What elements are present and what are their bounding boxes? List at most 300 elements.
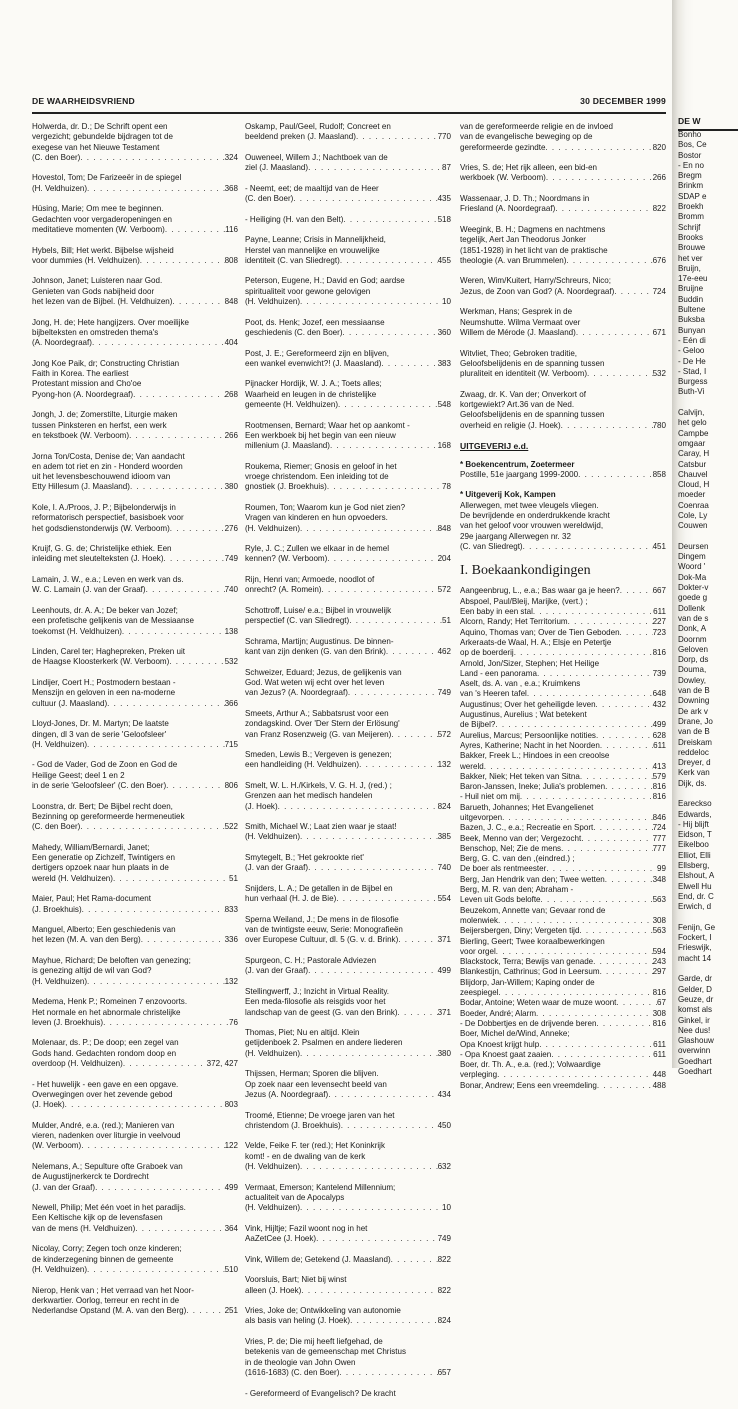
leader-dots [300,1203,442,1213]
entry-final-line [32,699,238,709]
entry-line: Hüsing, Marie; Om mee te beginnen. [32,204,164,214]
entry-line: Lindijer, Coert H.; Postmodern bestaan - [32,678,176,688]
page-number: 822 [437,1285,451,1295]
index-entry [32,1286,238,1317]
entry-text: perspectief (C. van Sliedregt) [245,616,350,626]
leader-dots [348,688,438,698]
entry-final-line [245,554,451,564]
leader-dots [514,648,653,658]
fragment-line: Buth-Vi [678,387,705,397]
entry-text: leven (J. Broekhuis) [32,1017,104,1027]
leader-dots [600,967,653,977]
page-number: 366 [224,698,238,708]
fragment-line: Caray, H [678,449,710,459]
index-entry [245,1183,451,1214]
entry-final-line [32,431,238,441]
leader-dots [308,863,438,873]
page-number: 816 [652,648,666,658]
entry-line: Jong Koe Paik, dr; Constructing Christian [32,358,180,368]
entry-text: uitgevorpen [460,813,503,822]
entry-text: van de mens (H. Veldhuizen) [32,1223,136,1233]
leader-dots [328,1090,437,1100]
page-number: 611 [653,607,666,617]
entry-final-line [245,1162,451,1172]
index-entry [460,163,666,184]
entry-text: (H. Veldhuizen) [32,739,88,749]
leader-dots [113,874,229,884]
page-number: 87 [442,163,451,173]
page-number: 749 [437,688,451,698]
entry-final-line [460,173,666,183]
leader-dots [300,297,442,307]
entry-final-line [32,1265,238,1275]
entry-final-line [32,740,238,750]
page-number: 308 [652,1008,666,1018]
leader-dots [579,926,652,936]
entry-line: Holwerda, dr. D.; De Schrift opent een [32,122,168,131]
index-entry [245,575,451,596]
page-number: 51 [229,873,238,883]
index-entry [460,700,666,710]
index-entry [460,1070,666,1080]
entry-text: wereld (H. Veldhuizen) [32,873,113,883]
leader-dots [130,482,225,492]
index-entry [460,957,666,967]
entry-final-line [32,225,238,235]
page-number: 510 [224,1264,238,1274]
page-number: 268 [224,389,238,399]
page-number: 168 [437,441,451,451]
page-number: 532 [224,657,238,667]
index-entry [245,1389,451,1399]
entry-line: Weegink, B. H.; Dagmens en nachtmens [460,224,606,234]
entry-line: Johnson, Janet; Luisteren naar God. [32,276,163,286]
index-entry [460,607,666,617]
page-number: 380 [224,482,238,492]
entry-line: Peterson, Eugene, H.; David en God; aardse [245,276,405,286]
leader-dots [498,916,653,926]
index-entry [32,359,238,400]
entry-line: Overwegingen over het zevende gebod [32,1089,173,1099]
entry-line: Wassenaar, J. D. Th.; Noordmans in [460,194,590,204]
index-entry [460,916,666,926]
entry-text: werkboek (W. Verboom) [460,173,546,183]
entry-line: Blijdorp, Jan-Willem; Kaping onder de [460,977,595,987]
index-entry [32,678,238,709]
entry-text: Willem de Mérode (J. Maasland) [460,327,576,337]
entry-final-line [460,947,666,957]
page-number: 548 [437,400,451,410]
index-entry [460,669,666,679]
index-entry [460,460,666,481]
entry-text: Benschop, Nel; Zie de mens [460,843,562,853]
page-number: 671 [652,327,666,337]
entry-line: Boer, Michel de/Wind, Anneke; [460,1029,570,1039]
leader-dots [321,585,437,595]
entry-line: Thijssen, Herman; Sporen die blijven. [245,1069,379,1079]
leader-dots [87,740,225,750]
entry-line: dingen, dl 3 van de serie 'Geloofsleer' [32,729,167,739]
fragment-gap [678,964,738,974]
index-entry [245,709,451,740]
index-entry [245,668,451,699]
entry-final-line [245,730,451,740]
entry-text: (A. Noordegraaf) [32,338,92,348]
index-entry [460,978,666,988]
page-number: 499 [437,966,451,976]
leader-dots [140,256,225,266]
leader-dots [103,1018,229,1028]
entry-line: Pijnacker Hordijk, W. J. A.; Toets alles; [245,379,382,389]
index-entry [245,1111,451,1132]
entry-text: van 's Heeren tafel [460,689,527,699]
leader-dots [169,657,224,667]
fragment-line: Brouwe [678,243,706,253]
index-entry [460,937,666,947]
index-entry [460,741,666,751]
index-entry [460,813,666,823]
page-number: 132 [437,760,451,770]
entry-text: (H. Veldhuizen) [32,1264,88,1274]
fragment-line: Campbe [678,428,709,438]
entry-final-line [460,782,666,792]
leader-dots [338,400,438,410]
leader-dots [87,184,225,194]
page-number: 723 [652,627,666,637]
fragment-gap [678,398,738,408]
leader-dots [278,802,438,812]
fragment-line: Brooks [678,232,704,242]
leader-dots [566,256,652,266]
entry-final-line [245,328,451,338]
entry-final-line [460,256,666,266]
entry-line: Een generatie op Zichzelf, Twintigers en [32,853,175,863]
entry-text: van Franz Rosenzweig (G. van Meijeren) [245,729,392,739]
fragment-line: Couwen [678,521,708,531]
leader-dots [391,730,437,740]
entry-text: een handleiding (H. Veldhuizen) [245,760,360,770]
entry-line: actualiteit van de Apocalyps [245,1192,345,1202]
leader-dots [580,772,653,782]
page-number: 99 [657,864,666,874]
entry-line: Op zoek naar een levensecht beeld van [245,1079,387,1089]
entry-line: Ryle, J. C.; Zullen we elkaar in de hemel [245,544,390,554]
index-entry [460,864,666,874]
index-entry [245,235,451,266]
index-entry [32,173,238,194]
index-entry [460,710,666,720]
entry-final-line [460,823,666,833]
index-entry [245,822,451,843]
entry-line: Medema, Henk P.; Romeinen 7 enzovoorts. [32,997,188,1007]
entry-final-line [32,524,238,534]
leader-dots [339,1368,437,1378]
entry-line: derkwartier. Oorlog, terreur en recht in de [32,1295,180,1305]
entry-line: Payne, Leanne; Crisis in Mannelijkheid, [245,235,386,245]
entry-line: Nicolay, Corry; Zegen toch onze kinderen; [32,1244,182,1254]
entry-final-line [460,689,666,699]
entry-text: over Europese Cultuur, dl. 5 (G. v. d. Brink) [245,935,399,945]
fragment-line: Drane, Jo [678,716,713,726]
page-number: 820 [652,142,666,152]
page-number: 676 [652,255,666,265]
publisher-name: * Uitgeverij Kok, Kampen [460,490,556,500]
entry-text: Bazen, J. C., e.a.; Recreatie en Sport [460,823,594,833]
leader-dots [545,143,652,153]
leader-dots [146,585,225,595]
leader-dots [398,1008,438,1018]
entry-final-line [460,926,666,936]
leader-dots [341,1121,438,1131]
leader-dots [537,669,653,679]
leader-dots [172,297,224,307]
entry-final-line [460,720,666,730]
index-entry [460,276,666,297]
entry-line: Hovestol, Tom; De Farizeeër in de spiegel [32,173,182,183]
entry-text: (C. den Boer) [32,152,81,162]
leader-dots [587,369,653,379]
index-entry [460,906,666,916]
entry-final-line [245,802,451,812]
entry-text: (H. Veldhuizen) [245,832,301,842]
leader-dots [596,731,653,741]
entry-line: Faith in Korea. The earliest [32,369,129,379]
section-title: I. Boekaankondigingen [460,563,591,579]
entry-final-line [32,554,238,564]
leader-dots [600,741,653,751]
entry-line: Genieten van Gods nabijheid door [32,286,155,296]
index-entry [245,503,451,534]
entry-text: Berg, Jan Hendrik van den; Twee wetten [460,874,605,884]
page-number: 336 [224,935,238,945]
entry-line: vroege christendom. Een inleiding tot de [245,472,389,482]
entry-final-line [245,863,451,873]
page-number: 824 [437,1316,451,1326]
page-number: 816 [652,792,666,802]
fragment-line: Donk, A [678,624,707,634]
page-number: 404 [224,338,238,348]
fragment-line: Schrijf [678,222,701,232]
leader-dots [166,781,224,791]
index-entry [245,215,451,225]
entry-line: Smeden, Lewis B.; Vergeven is genezen; [245,750,392,760]
page-number: 10 [442,297,451,307]
entry-text: pluraliteit en identiteit (W. Verboom) [460,369,588,379]
leader-dots [386,647,438,657]
entry-line: Weren, Wim/Kuitert, Harry/Schreurs, Nico; [460,276,611,286]
leader-dots [620,628,653,638]
entry-line: zondagskind. Over 'Der Stern der Erlösung' [245,719,400,729]
entry-final-line [460,875,666,885]
entry-line: Roumen, Ton; Waarom kun je God niet zien? [245,502,406,512]
entry-line: - Gereformeerd of Evangelisch? De kracht [245,1388,396,1398]
entry-final-line [245,1368,451,1378]
index-entry [245,122,451,143]
page-number: 138 [224,626,238,636]
index-entry [32,956,238,987]
index-entry [460,988,666,998]
page-number: 846 [652,813,666,822]
leader-dots [343,328,438,338]
entry-line: Grenzen aan het medisch handelen [245,791,373,801]
fragment-line: het ver [678,253,703,263]
leader-dots [300,524,438,534]
page-number: 51 [442,616,451,626]
index-entry [245,1141,451,1162]
leader-dots [555,204,652,214]
entry-line: Vries, Joke de; Ontwikkeling van autonomie [245,1306,401,1316]
leader-dots [349,616,442,626]
page-number: 824 [437,801,451,811]
leader-dots [561,844,652,854]
page-number: 611 [653,740,666,750]
entry-final-line [245,215,451,225]
entry-text: (H. Veldhuizen) [245,1203,301,1213]
page-number: 848 [437,523,451,533]
entry-final-line [245,1008,451,1018]
fragment-line: Catsbur [678,459,707,469]
entry-final-line [245,1203,451,1213]
fragment-line: Cole, Ly [678,510,708,520]
entry-final-line [245,585,451,595]
index-entry [460,947,666,957]
entry-line: Hybels, Bill; Het werkt. Bijbelse wijsheid [32,245,174,255]
index-entry [245,184,451,205]
fragment-line: Dreyer, d [678,758,711,768]
page-number: 594 [652,946,666,956]
entry-final-line [460,143,666,153]
entry-line: Barueth, Johannes; Het Evangelienet [460,802,594,812]
index-entry [245,1162,451,1172]
index-entry [460,307,666,338]
index-entry [460,1060,666,1070]
publisher-name: * Boekencentrum, Zoetermeer [460,459,575,469]
entry-line: Waarheid en leugen in de christelijke [245,389,377,399]
fragment-line: komst als [678,1005,712,1015]
index-entry [245,956,451,977]
index-entry [460,792,666,802]
entry-text: (J. Broekhuis) [32,904,82,914]
entry-text: Boeder, André; Alarm [460,1008,537,1018]
page-number: 380 [437,1048,451,1058]
fragment-line: - Geloo [678,346,705,356]
entry-final-line [245,1049,451,1059]
page-number: 667 [652,586,666,596]
entry-text: Beek, Menno van der; Vergezocht [460,833,582,843]
entry-text: (C. van Sliedregt) [460,541,523,551]
entry-final-line [460,669,666,679]
entry-final-line [460,1040,666,1050]
fragment-line: Ginkel, ir [678,1015,710,1025]
entry-final-line [245,1316,451,1326]
index-entry [460,1050,666,1060]
fragment-line: Dokter-v [678,583,709,593]
fragment-line: Fenijn, Ge [678,922,716,932]
index-entry [460,617,666,627]
entry-final-line [460,648,666,658]
entry-line: Boer, dr. Th. A., e.a. (red.); Volwaardige [460,1060,601,1070]
fragment-line: SDAP e [678,191,707,201]
entry-line: Jongh, J. de; Zomerstilte, Liturgie maken [32,410,178,420]
entry-text: millenium (J. Maasland) [245,441,330,451]
leader-dots [133,390,224,400]
entry-final-line [245,1090,451,1100]
leader-dots [336,894,437,904]
index-entry [245,349,451,370]
index-entry [460,720,666,730]
entry-line: en adem tot riet en zin - Honderd woorden [32,461,183,471]
entry-line: Kole, I. A./Proos, J. P.; Bijbelonderwijs in [32,502,176,512]
entry-text: - Opa Knoest gaat zaaien [460,1049,552,1059]
page-number: 116 [225,224,238,234]
fragment-line: Bultene [678,305,706,315]
entry-line: Rootmensen, Bernard; Waar het op aankomt - [245,420,410,430]
page-number: 251 [224,1306,238,1316]
fragment-line: het gelo [678,418,707,428]
page-number: 371 [437,935,451,945]
leader-dots [597,1081,653,1091]
entry-text: identiteit (C. van Sliedregt) [245,255,340,265]
page-number: 522 [224,822,238,832]
entry-final-line [245,524,451,534]
index-entry [460,772,666,782]
entry-final-line [32,905,238,915]
entry-line: is genezing altijd de wil van God? [32,966,152,976]
entry-text: inleiding met sleutelteksten (J. Hoek) [32,554,164,564]
leader-dots [527,689,653,699]
leader-dots [65,1100,225,1110]
fragment-line: Douma, [678,665,707,675]
fragment-line: Dreiskam [678,737,712,747]
fragment-line: - En no [678,160,704,170]
index-entry [460,597,666,607]
entry-final-line [32,184,238,194]
index-entry [32,204,238,235]
index-entry [32,719,238,750]
entry-final-line [460,967,666,977]
entry-final-line [460,844,666,854]
page-number: 450 [437,1120,451,1130]
leader-dots [308,966,438,976]
entry-line: Geloofsbelijdenis en de spanning tussen [460,358,605,368]
page-number: 648 [652,689,666,699]
entry-text: landschap van de geest (G. van den Brink) [245,1007,398,1017]
index-entry [460,751,666,761]
entry-line: Molenaar, ds. P.; De doop; een zegel van [32,1038,179,1048]
fragment-line: Coenraa [678,500,709,510]
leader-dots [316,1234,437,1244]
index-entry [32,503,238,534]
entry-line: Protestant mission and Cho'oe [32,379,142,389]
entry-text: voor dummies (H. Veldhuizen) [32,255,140,265]
fragment-gap [678,532,738,542]
entry-line: Velde, Feike F. ter (red.); Het Koninkrijk [245,1141,385,1151]
entry-final-line [460,700,666,710]
leader-dots [614,287,652,297]
entry-line: Poot, ds. Henk; Jozef, een messiaanse [245,317,385,327]
page-number: 554 [437,894,451,904]
entry-final-line [460,1070,666,1080]
publisher-heading: UITGEVERIJ e.d. [460,441,529,452]
entry-final-line [245,441,451,451]
index-entry [460,967,666,977]
header-rule [32,112,666,114]
entry-line: God. Wat weten wij echt over het leven [245,678,385,688]
index-entry [32,997,238,1028]
entry-line: Vermaat, Emerson; Kantelend Millennium; [245,1182,396,1192]
index-entry [32,894,238,915]
index-entry [460,926,666,936]
